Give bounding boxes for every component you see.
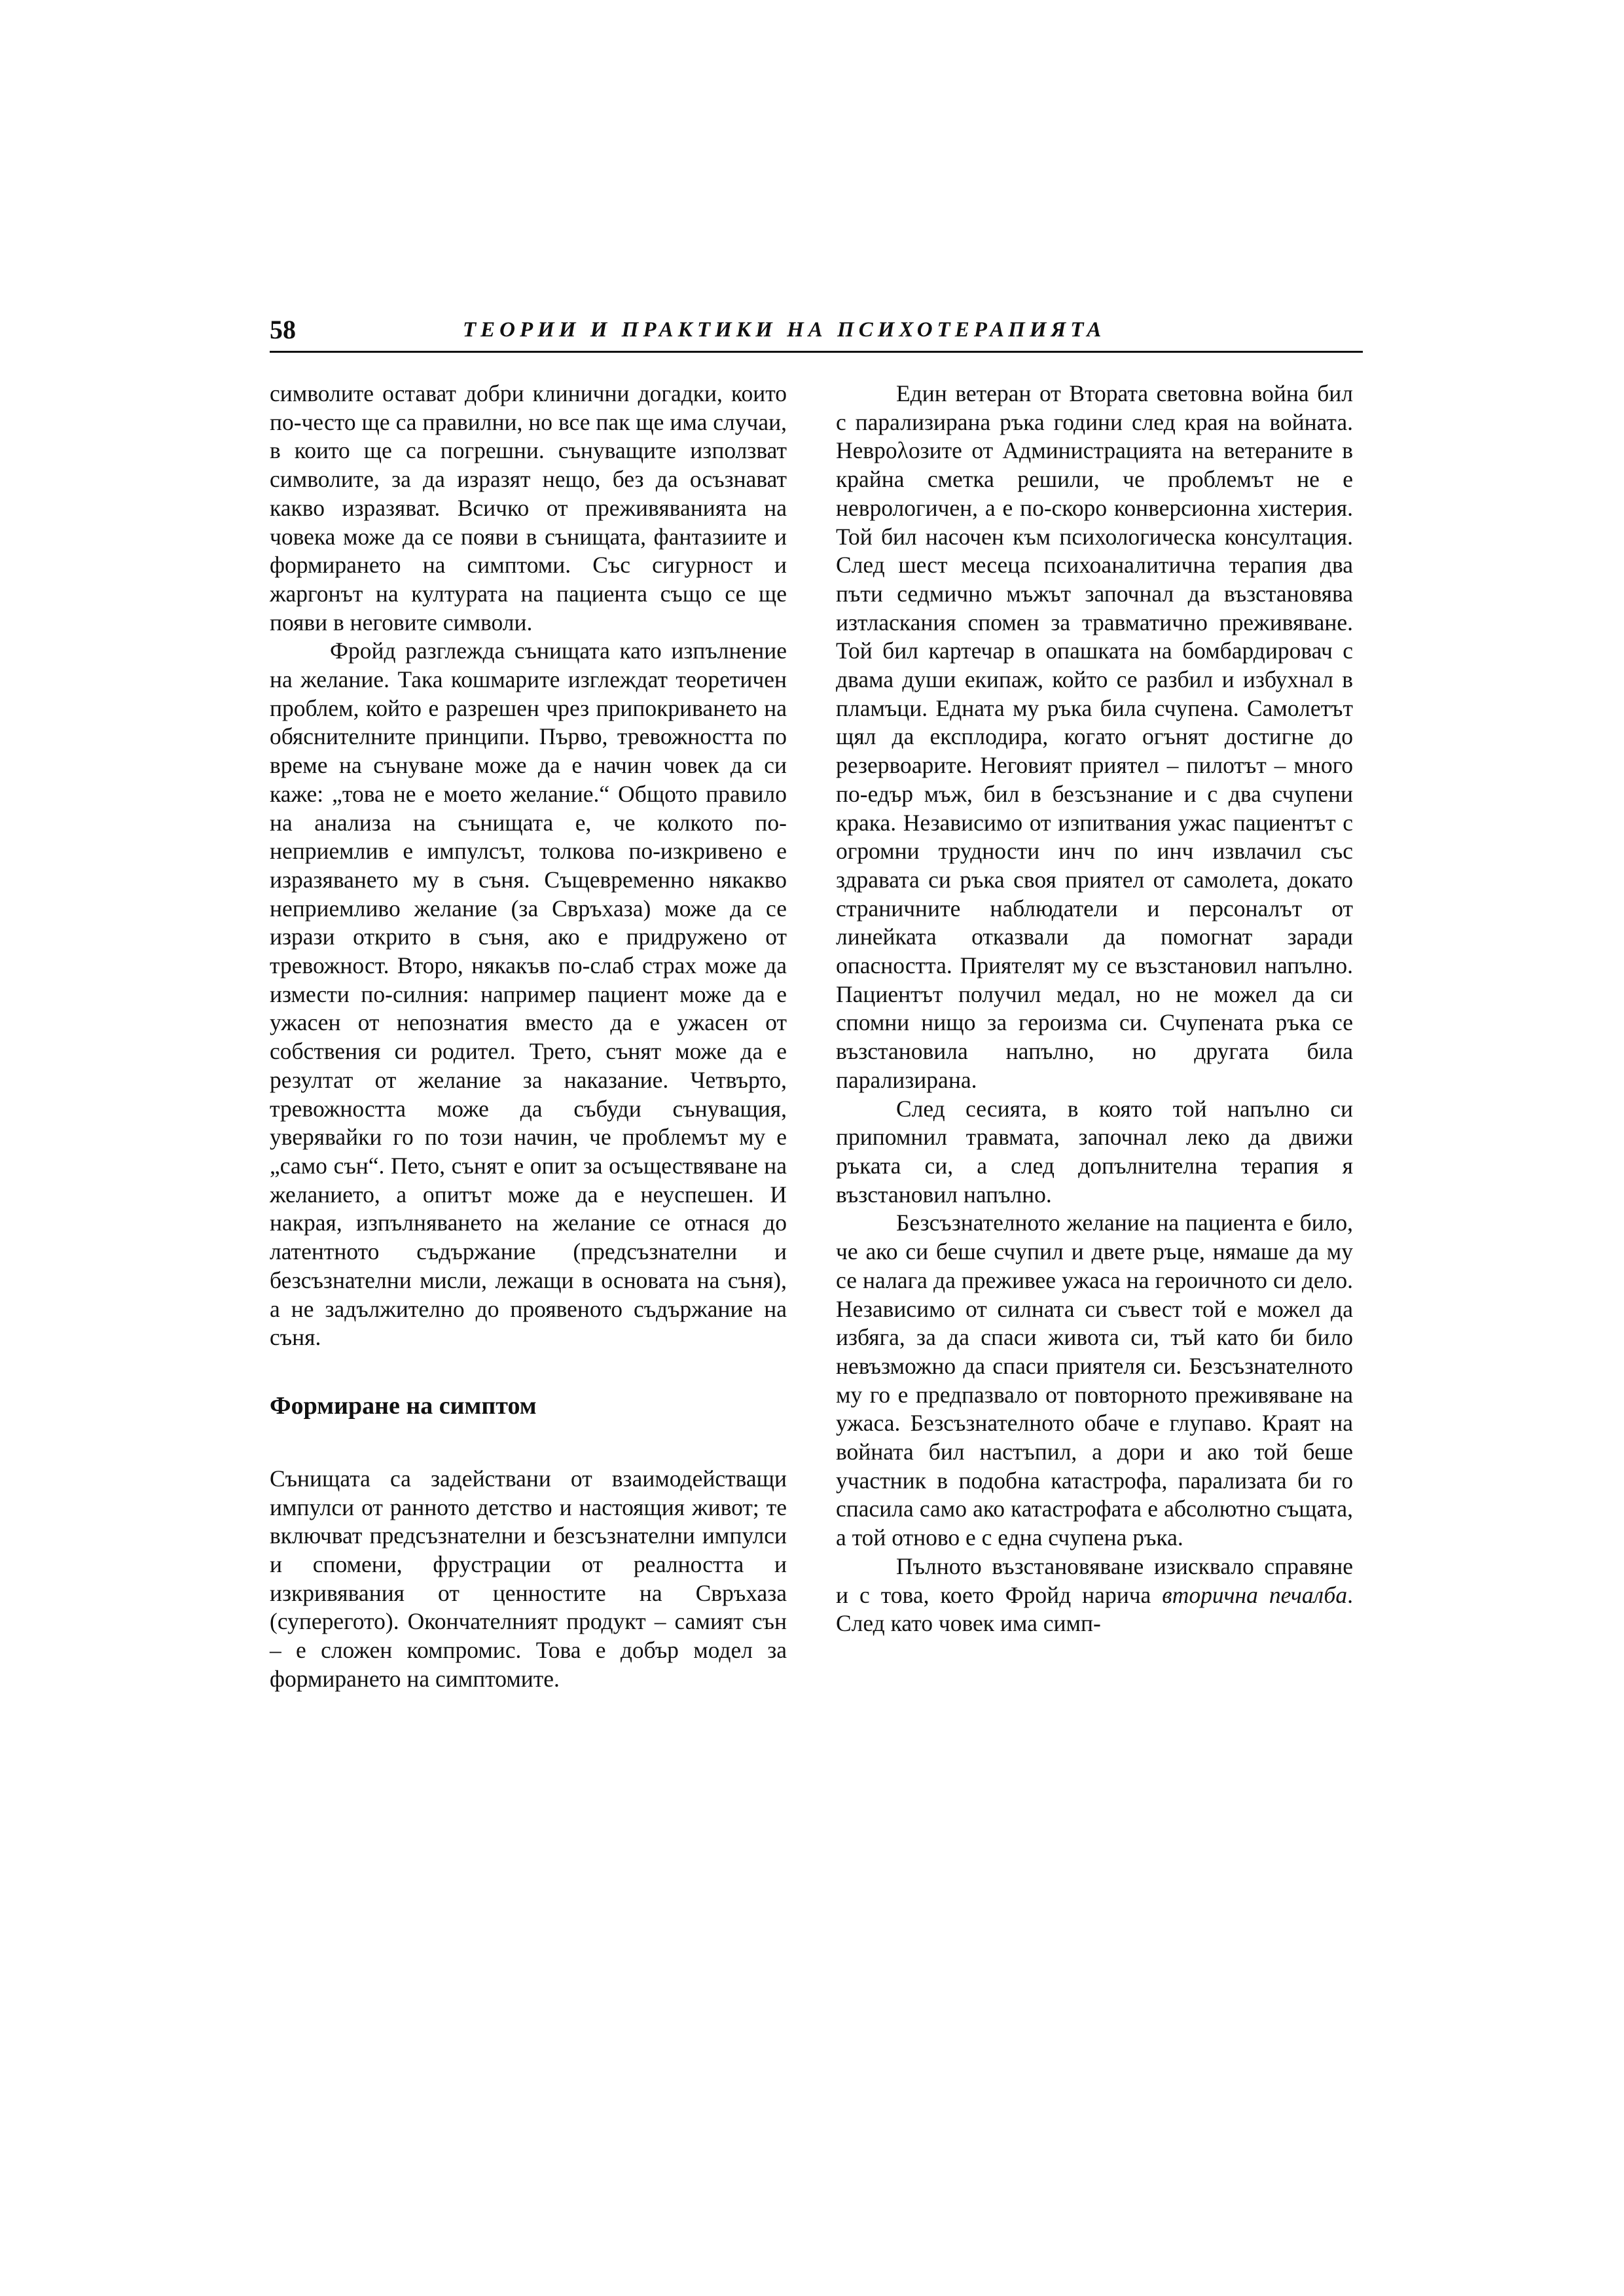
section-heading: Формиране на симптом xyxy=(270,1391,537,1420)
left-column xyxy=(270,380,787,1694)
paragraph: Безсъзнателното желание на пациента е било, че ако си беше счупил и двете ръце, нямаше да му се налага да преживее ужаса на героичното си дело. Независимо от силната си съвест той е можел да избяга, за да спаси живота си, тъй като би било невъзможно да спаси приятеля си. Безсъзнателното му го е предпазвало от повторното преживяване на ужаса. Безсъзнателното обаче е глупаво. Краят на войната бил настъпил, а дори и ако той беше участник в подобна катастрофа, парализата би го спасила само ако катастрофата е абсолютно същата, а той отново е с една счупена ръка. xyxy=(836,1210,1353,1551)
paragraph: символите остават добри клинични догадки, които по-често ще са правилни, но все пак ще има случаи, в които ще са погрешни. сънуващите използват символите, за да изразят нещо, без да осъзнават какво изразяват. Всичко от преживяванията на човека може да се появи в сънищата, фантазиите и формирането на симптоми. Със сигурност и жаргонът на културата на пациента също се ще появи в неговите символи. xyxy=(270,380,787,636)
paragraph: Фройд разглежда сънищата като изпълнение на желание. Така кошмарите изглеждат теоретичен проблем, който е разрешен чрез припокриването на обяснителните принципи. Първо, тревожността по време на сънуване може да е начин човек да си каже: „това не е моето желание.“ Общото правило на анализа на сънищата е, че колкото по-неприемлив е импулсът, толкова по-изкривено е изразяването му в съня. Същевременно някакво неприемливо желание (за Свръхаза) може да се изрази открито в съня, ако е придружено от тревожност. Второ, някакъв по-слаб страх може да измести по-силния: например пациент може да е ужасен от непознатия вместо да е ужасен от собствения си родител. Трето, сънят може да е резултат от желание за наказание. Четвърто, тревожността може да събуди сънуващия, уверявайки го по този начин, че проблемът му е „само сън“. Пето, сънят е опит за осъществяване на желанието, а опитът може да е неуспешен. И накрая, изпълняването на желание се отнася до латентното съдържание (предсъзнателни и безсъзнателни мисли, лежащи в основата на съня), а не задължително до проявеното съдържание на съня. xyxy=(270,637,787,1351)
text-run: . След като човек има симп- xyxy=(836,1581,1353,1637)
running-title: ТЕОРИИ И ПРАКТИКИ НА ПСИХОТЕРАПИЯТА xyxy=(463,318,1106,342)
italic-term: вторична печалба xyxy=(1162,1581,1348,1608)
running-header xyxy=(270,313,1363,353)
paragraph xyxy=(836,1552,1353,1638)
paragraph: Сънищата са задействани от взаимодействащи импулси от ранното детство и настоящия живот; те включват предсъзнателни и безсъзнателни импулси и спомени, фрустрации от реалността и изкривявания от ценностите на Свръхаза (суперегото). Окончателният продукт – самият сън – е сложен компромис. Това е добър модел за формирането на симптомите. xyxy=(270,1465,787,1692)
text-run: Пълното възстановяване изисквало справяне и с това, което Фройд нарича xyxy=(836,1552,1353,1608)
paragraph: Един ветеран от Втората световна война бил с парализирана ръка години след края на войната. Неврολозите от Администрацията на ветераните в крайна сметка решили, че проблемът не е неврологичен, а е по-скоро конверсионна хистерия. Той бил насочен към психологическа консултация. След шест месеца психоаналитична терапия два пъти седмично мъжът започнал да възстановява изтласкания спомен за травматично преживяване. Той бил картечар в опашката на бомбардировач с двама души екипаж, който се разбил и избухнал в пламъци. Едната му ръка била счупена. Самолетът щял да експлодира, когато огънят достигне до резервоарите. Неговият приятел – пилотът – много по-едър мъж, бил в безсъзнание и с два счупени крака. Независимо от изпитвания ужас пациентът с огромни трудности инч по инч извлачил със здравата си ръка своя приятел от самолета, докато страничните наблюдатели и персоналът от линейката отказвали да помогнат заради опасността. Приятелят му се възстановил напълно. Пациентът получил медал, но не можел да си спомни нищо за героизма си. Счупената ръка се възстановила напълно, но другата била парализирана. xyxy=(836,380,1353,1093)
right-column xyxy=(836,380,1353,1638)
page-number: 58 xyxy=(270,315,296,344)
paragraph: След сесията, в която той напълно си припомнил травмата, започнал леко да движи ръката си, а след допълнителна терапия я възстановил напълно. xyxy=(836,1095,1353,1208)
